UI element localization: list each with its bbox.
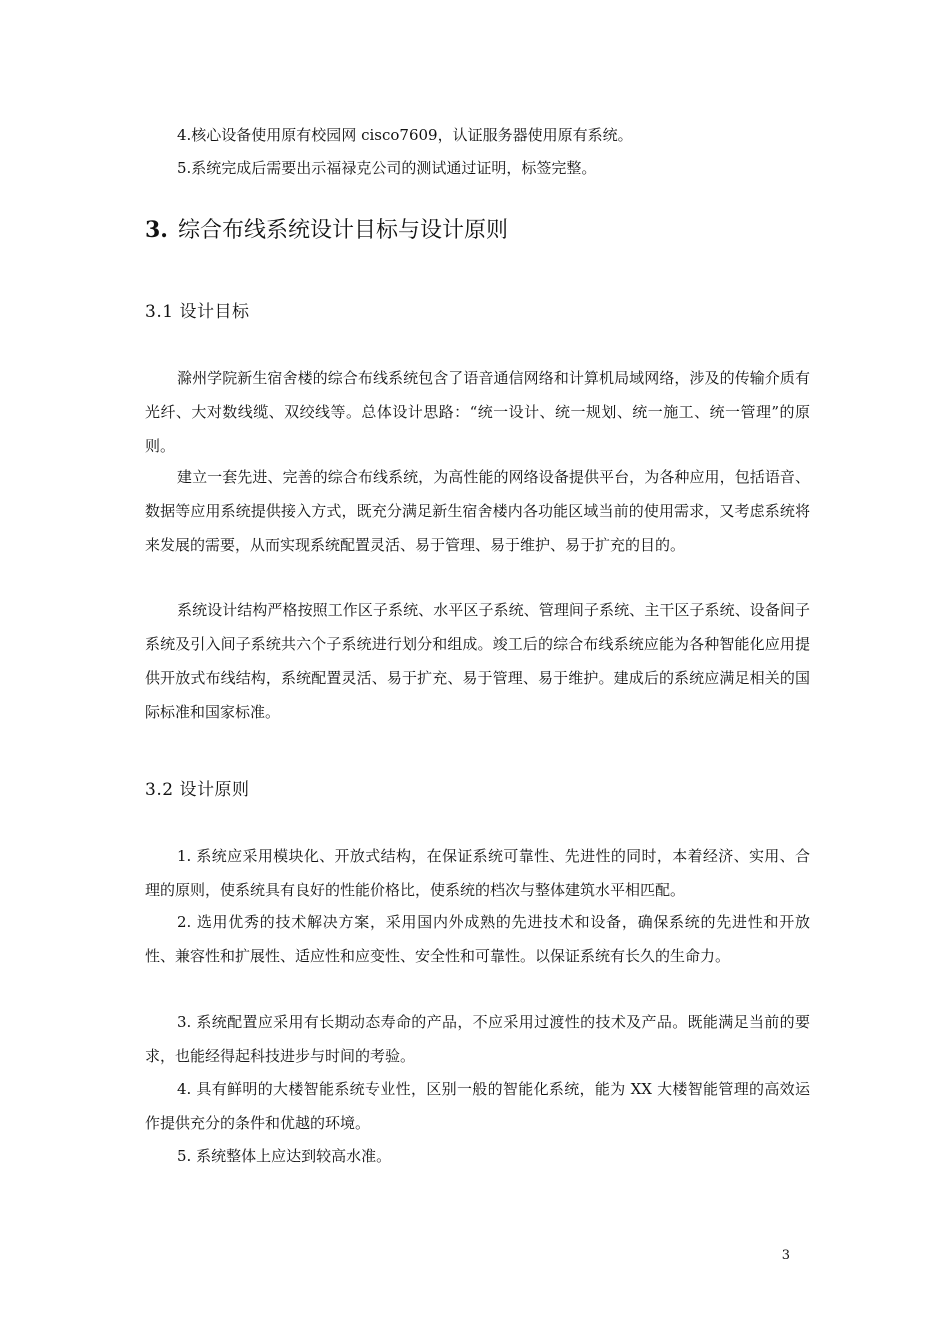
section-3-1-paragraph-1: 滁州学院新生宿舍楼的综合布线系统包含了语音通信网络和计算机局域网络，涉及的传输介质有光纤、大对数线缆、双绞线等。总体设计思路：“统一设计、统一规划、统一施工、统一管理”的原则。 [145, 369, 810, 455]
design-principle-4: 4. 具有鲜明的大楼智能系统专业性，区别一般的智能化系统，能为 XX 大楼智能管理的高效运作提供充分的条件和优越的环境。 [145, 1080, 810, 1132]
requirement-item-4: 4.核心设备使用原有校园网 cisco7609，认证服务器使用原有系统。 [177, 126, 633, 144]
section-3-title: 综合布线系统设计目标与设计原则 [177, 218, 508, 243]
page-number: 3 [781, 1248, 790, 1263]
design-principle-5: 5. 系统整体上应达到较高水准。 [177, 1147, 392, 1165]
section-3-number: 3. [145, 217, 168, 243]
section-3-1-paragraph-3: 系统设计结构严格按照工作区子系统、水平区子系统、管理间子系统、主干区子系统、设备间子系统及引入间子系统共六个子系统进行划分和组成。竣工后的综合布线系统应能为各种智能化应用提供开放式布线结构，系统配置灵活、易于扩充、易于管理、易于维护。建成后的系统应满足相关的国际标准和国家标准。 [145, 601, 810, 721]
section-3-heading [145, 214, 508, 247]
design-principle-3: 3. 系统配置应采用有长期动态寿命的产品，不应采用过渡性的技术及产品。既能满足当前的要求，也能经得起科技进步与时间的考验。 [145, 1013, 810, 1065]
requirement-item-5: 5.系统完成后需要出示福禄克公司的测试通过证明，标签完整。 [177, 159, 597, 177]
section-3-1-paragraph-2: 建立一套先进、完善的综合布线系统，为高性能的网络设备提供平台，为各种应用，包括语音、数据等应用系统提供接入方式，既充分满足新生宿舍楼内各功能区域当前的使用需求，又考虑系统将来发展的需要，从而实现系统配置灵活、易于管理、易于维护、易于扩充的目的。 [145, 468, 810, 554]
section-3-2-heading: 3.2 设计原则 [145, 780, 250, 800]
design-principle-1: 1. 系统应采用模块化、开放式结构，在保证系统可靠性、先进性的同时，本着经济、实用、合理的原则，使系统具有良好的性能价格比，使系统的档次与整体建筑水平相匹配。 [145, 847, 810, 899]
section-3-1-heading: 3.1 设计目标 [145, 302, 250, 322]
design-principle-2: 2. 选用优秀的技术解决方案，采用国内外成熟的先进技术和设备，确保系统的先进性和开放性、兼容性和扩展性、适应性和应变性、安全性和可靠性。以保证系统有长久的生命力。 [145, 913, 810, 965]
